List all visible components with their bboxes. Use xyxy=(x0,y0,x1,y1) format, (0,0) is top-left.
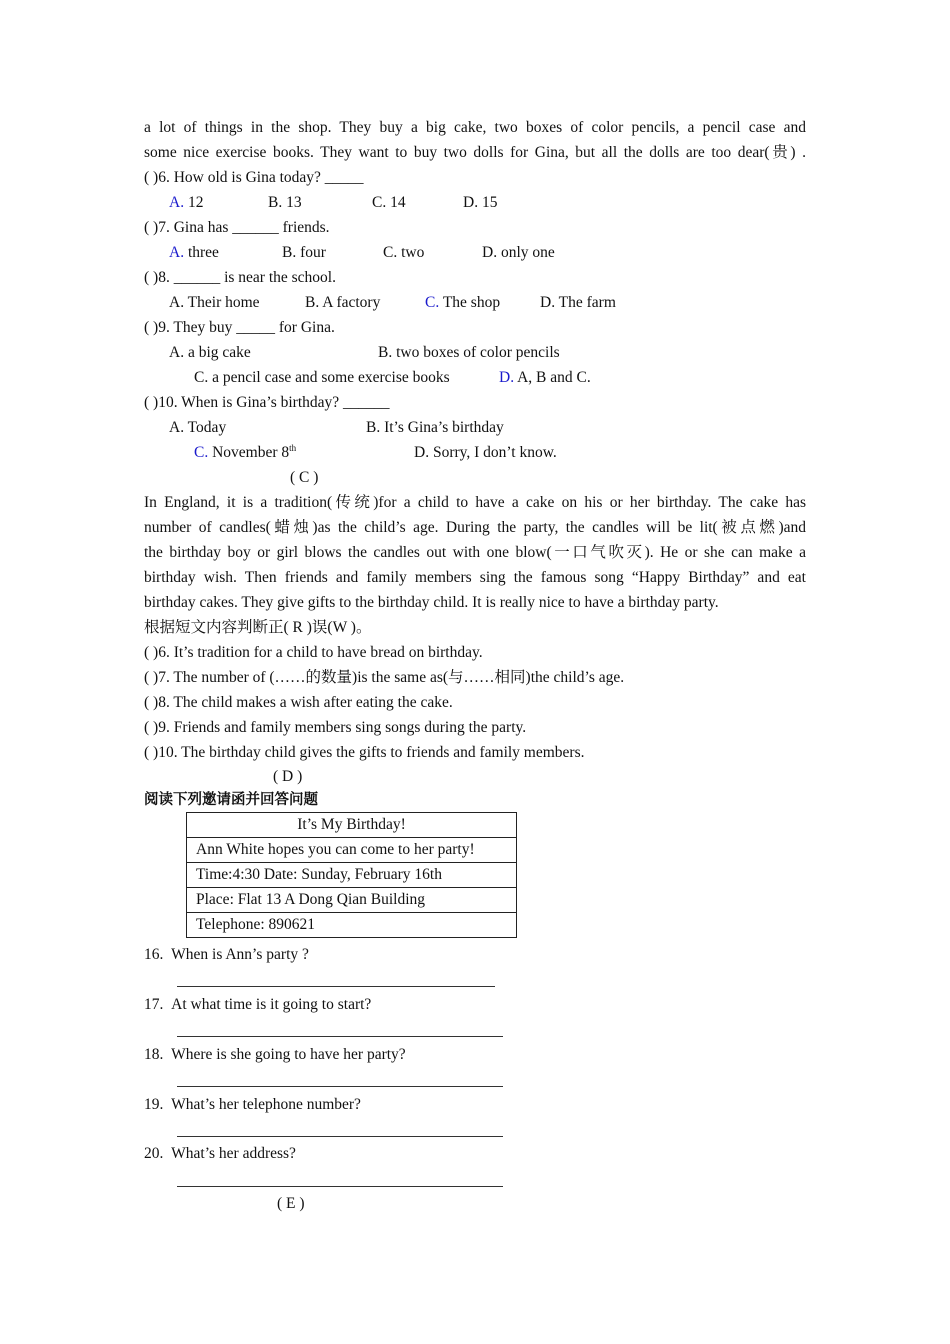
option-d xyxy=(540,290,616,315)
answer-blank[interactable] xyxy=(177,986,495,987)
question-number: 20. xyxy=(144,1145,164,1162)
option-c xyxy=(194,440,296,465)
passage-line: birthday cakes. They give gifts to the birthday child. It is really nice to have a birthday party. xyxy=(144,594,719,611)
statement: ( )9. Friends and family members sing songs during the party. xyxy=(144,719,527,736)
invitation-line: Place: Flat 13 A Dong Qian Building xyxy=(187,888,517,913)
answer-letter: A. xyxy=(169,194,185,211)
option-a xyxy=(169,240,219,265)
option-text: A factory xyxy=(319,294,381,311)
invitation-line: Ann White hopes you can come to her party! xyxy=(187,838,517,863)
option-c xyxy=(383,240,424,265)
option-text: 13 xyxy=(282,194,302,211)
option-text: only one xyxy=(497,244,555,261)
answer-letter: A. xyxy=(169,244,185,261)
option-text: two boxes of color pencils xyxy=(392,344,560,361)
question-stem: ( )7. Gina has ______ friends. xyxy=(144,219,330,236)
option-letter: A. xyxy=(169,344,185,361)
passage-line: some nice exercise books. They want to buy two dolls for Gina, but all the dolls are too dear(贵) . xyxy=(144,144,806,161)
option-a xyxy=(169,190,203,215)
option-text: 14 xyxy=(386,194,406,211)
answer-blank[interactable] xyxy=(177,1136,503,1137)
option-text: The shop xyxy=(439,294,501,311)
question xyxy=(144,1042,406,1067)
option-letter: B. xyxy=(305,294,320,311)
question-stem: ( )8. ______ is near the school. xyxy=(144,269,336,286)
option-text: four xyxy=(296,244,326,261)
question-text: What’s her telephone number? xyxy=(171,1096,361,1113)
answer-blank[interactable] xyxy=(177,1036,503,1037)
option-d xyxy=(414,440,557,465)
passage-line: a lot of things in the shop. They buy a big cake, two boxes of color pencils, a pencil case and xyxy=(144,119,806,136)
question xyxy=(144,1092,361,1117)
question-stem: ( )9. They buy _____ for Gina. xyxy=(144,319,335,336)
invitation-card xyxy=(186,812,517,938)
option-c xyxy=(372,190,406,215)
option-letter: C. xyxy=(383,244,398,261)
option-letter: A. xyxy=(169,294,185,311)
option-b xyxy=(282,240,326,265)
option-text: A, B and C. xyxy=(514,369,591,386)
invitation-title: It’s My Birthday! xyxy=(187,813,517,838)
question-text: Where is she going to have her party? xyxy=(171,1046,406,1063)
answer-letter: C. xyxy=(194,444,209,461)
option-letter: D. xyxy=(414,444,430,461)
option-text: a big cake xyxy=(184,344,251,361)
option-text: 12 xyxy=(184,194,204,211)
option-letter: D. xyxy=(463,194,479,211)
option-letter: A. xyxy=(169,419,185,436)
option-letter: B. xyxy=(268,194,283,211)
answer-letter: C. xyxy=(425,294,440,311)
statement: ( )6. It’s tradition for a child to have bread on birthday. xyxy=(144,644,483,661)
option-letter: D. xyxy=(482,244,498,261)
section-label: ( E ) xyxy=(277,1195,305,1212)
statement: ( )7. The number of (……的数量)is the same as(与……相同)the child’s age. xyxy=(144,669,625,686)
answer-letter: D. xyxy=(499,369,515,386)
option-letter: C. xyxy=(372,194,387,211)
option-b xyxy=(305,290,380,315)
superscript: th xyxy=(289,442,297,453)
question-text: At what time is it going to start? xyxy=(171,996,372,1013)
option-a xyxy=(169,340,251,365)
statement: ( )10. The birthday child gives the gifts to friends and family members. xyxy=(144,744,585,761)
option-text: It’s Gina’s birthday xyxy=(380,419,504,436)
statement: ( )8. The child makes a wish after eating the cake. xyxy=(144,694,453,711)
question xyxy=(144,992,371,1017)
option-a xyxy=(169,415,226,440)
option-letter: B. xyxy=(378,344,393,361)
option-d xyxy=(499,365,591,390)
question-number: 17. xyxy=(144,996,164,1013)
option-d xyxy=(463,190,497,215)
option-text: Sorry, I don’t know. xyxy=(429,444,557,461)
question xyxy=(144,942,309,967)
invitation-line: Time:4:30 Date: Sunday, February 16th xyxy=(187,863,517,888)
question-stem: ( )6. How old is Gina today? _____ xyxy=(144,169,364,186)
question-number: 16. xyxy=(144,946,164,963)
instruction: 阅读下列邀请函并回答问题 xyxy=(144,792,318,808)
option-c xyxy=(194,365,450,390)
question-text: When is Ann’s party ? xyxy=(171,946,309,963)
option-letter: B. xyxy=(366,419,381,436)
question-number: 19. xyxy=(144,1096,164,1113)
section-label: ( C ) xyxy=(290,469,319,486)
section-label: ( D ) xyxy=(273,768,303,785)
answer-blank[interactable] xyxy=(177,1086,503,1087)
option-text: The farm xyxy=(555,294,616,311)
option-text: two xyxy=(397,244,425,261)
answer-blank[interactable] xyxy=(177,1186,503,1187)
option-c xyxy=(425,290,500,315)
question-stem: ( )10. When is Gina’s birthday? ______ xyxy=(144,394,390,411)
instruction: 根据短文内容判断正( R )误(W )。 xyxy=(144,619,372,636)
option-text: 15 xyxy=(478,194,498,211)
option-a xyxy=(169,290,260,315)
passage-line: number of candles(蜡烛)as the child’s age. During the party, the candles will be lit(被点燃)and xyxy=(144,519,806,536)
question-text: What’s her address? xyxy=(171,1145,296,1162)
option-text: three xyxy=(184,244,219,261)
option-d xyxy=(482,240,555,265)
option-b xyxy=(268,190,302,215)
question xyxy=(144,1141,296,1166)
option-text: Their home xyxy=(184,294,260,311)
invitation-line: Telephone: 890621 xyxy=(187,913,517,938)
passage-line: birthday wish. Then friends and family members sing the famous song “Happy Birthday” and eat xyxy=(144,569,806,586)
option-text: a pencil case and some exercise books xyxy=(208,369,450,386)
option-b xyxy=(366,415,504,440)
option-letter: B. xyxy=(282,244,297,261)
option-text: November 8 xyxy=(208,444,290,461)
option-text: Today xyxy=(184,419,227,436)
passage-line: In England, it is a tradition(传统)for a child to have a cake on his or her birthday. The cake has xyxy=(144,494,806,511)
option-b xyxy=(378,340,560,365)
option-letter: C. xyxy=(194,369,209,386)
question-number: 18. xyxy=(144,1046,164,1063)
option-letter: D. xyxy=(540,294,556,311)
passage-line: the birthday boy or girl blows the candles out with one blow(一口气吹灭). He or she can make a xyxy=(144,544,806,561)
